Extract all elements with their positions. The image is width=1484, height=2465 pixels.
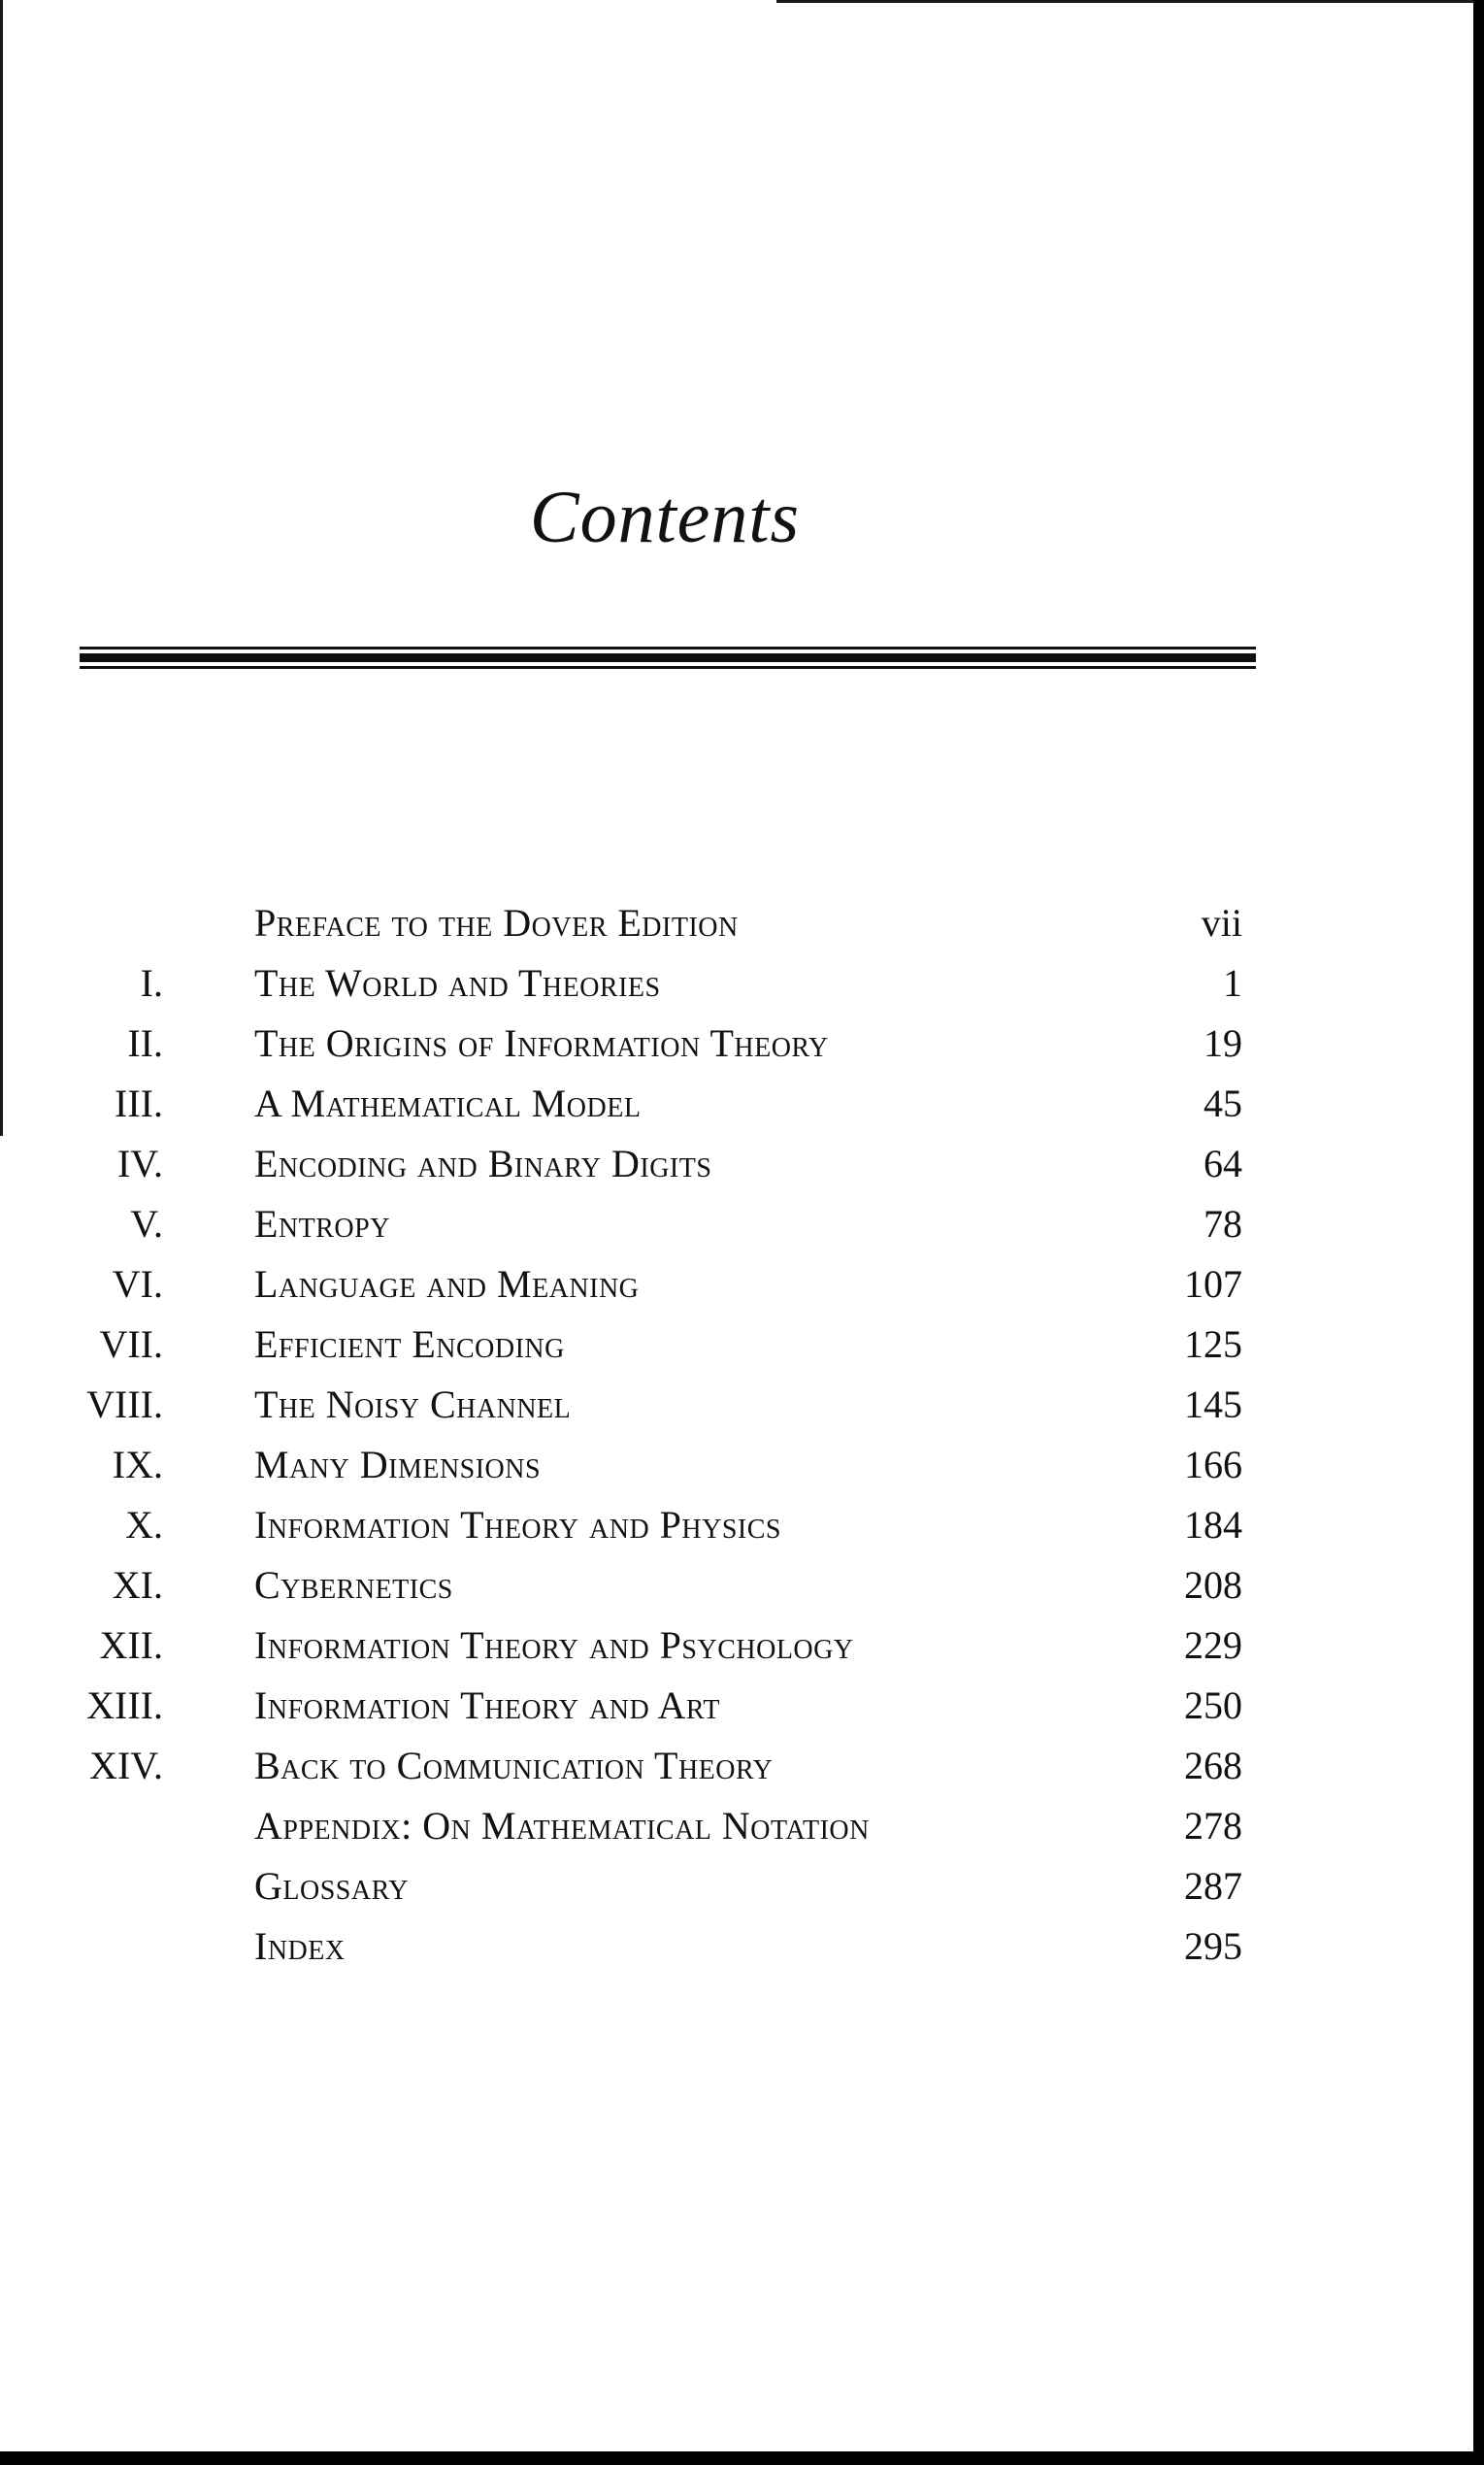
- toc-entry-number: XII.: [99, 1623, 163, 1667]
- toc-entry-index: [0, 1916, 1473, 1977]
- toc-entry-page: 250: [1184, 1683, 1242, 1727]
- toc-entry-number: III.: [115, 1082, 163, 1125]
- toc-entry-chapter-3: [0, 1074, 1473, 1134]
- toc-entry-page: 295: [1184, 1924, 1242, 1968]
- toc-entry-number: IV.: [116, 1142, 163, 1185]
- toc-entry-chapter-5: [0, 1194, 1473, 1254]
- toc-entry-number: I.: [140, 961, 163, 1005]
- toc-entry-page: 125: [1184, 1322, 1242, 1366]
- title-rule: [80, 647, 1256, 676]
- toc-entry-title: Language and Meaning: [254, 1262, 640, 1306]
- toc-entry-chapter-9: [0, 1435, 1473, 1495]
- toc-entry-chapter-2: [0, 1014, 1473, 1074]
- toc-entry-title: The Noisy Channel: [254, 1382, 572, 1426]
- toc-entry-title: Efficient Encoding: [254, 1322, 565, 1366]
- toc-entry-appendix: [0, 1796, 1473, 1856]
- toc-entry-title: Information Theory and Art: [254, 1683, 720, 1727]
- toc-entry-title: A Mathematical Model: [254, 1082, 642, 1125]
- scan-border-top: [776, 0, 1473, 3]
- toc-entry-chapter-14: [0, 1736, 1473, 1796]
- toc-entry-page: vii: [1201, 901, 1242, 945]
- toc-entry-number: XIII.: [86, 1683, 163, 1727]
- toc-entry-chapter-8: [0, 1375, 1473, 1435]
- toc-entry-title: Preface to the Dover Edition: [254, 901, 739, 945]
- toc-entry-number: VI.: [112, 1262, 163, 1306]
- toc-entry-chapter-4: [0, 1134, 1473, 1194]
- toc-entry-glossary: [0, 1856, 1473, 1916]
- toc-entry-chapter-7: [0, 1315, 1473, 1375]
- toc-entry-chapter-1: [0, 953, 1473, 1014]
- toc-entry-title: Appendix: On Mathematical Notation: [254, 1804, 870, 1848]
- toc-entry-title: The World and Theories: [254, 961, 661, 1005]
- toc-entry-chapter-10: [0, 1495, 1473, 1555]
- toc-entry-number: X.: [125, 1503, 163, 1547]
- toc-entry-title: Glossary: [254, 1864, 409, 1908]
- toc-entry-number: XI.: [112, 1563, 163, 1607]
- toc-entry-preface: [0, 893, 1473, 953]
- toc-entry-title: Back to Communication Theory: [254, 1744, 774, 1787]
- toc-entry-number: IX.: [112, 1443, 163, 1486]
- toc-entry-page: 268: [1184, 1744, 1242, 1787]
- toc-entry-page: 278: [1184, 1804, 1242, 1848]
- toc-entry-number: V.: [130, 1202, 163, 1246]
- toc-entry-number: VIII.: [86, 1382, 163, 1426]
- toc-entry-title: Index: [254, 1924, 346, 1968]
- toc-entry-page: 19: [1204, 1021, 1242, 1065]
- toc-entry-title: Information Theory and Physics: [254, 1503, 781, 1547]
- toc-entry-chapter-13: [0, 1676, 1473, 1736]
- toc-entry-page: 166: [1184, 1443, 1242, 1486]
- toc-entry-chapter-12: [0, 1616, 1473, 1676]
- toc-entry-page: 1: [1223, 961, 1242, 1005]
- toc-entry-number: XIV.: [89, 1744, 163, 1787]
- toc-entry-title: Encoding and Binary Digits: [254, 1142, 712, 1185]
- toc-entry-title: Cybernetics: [254, 1563, 453, 1607]
- toc-entry-page: 64: [1204, 1142, 1242, 1185]
- page-title: Contents: [529, 477, 801, 558]
- toc-entry-chapter-6: [0, 1254, 1473, 1315]
- toc-entry-page: 208: [1184, 1563, 1242, 1607]
- toc-entry-page: 145: [1184, 1382, 1242, 1426]
- toc-entry-page: 78: [1204, 1202, 1242, 1246]
- toc-entry-title: Entropy: [254, 1202, 390, 1246]
- toc-entry-page: 184: [1184, 1503, 1242, 1547]
- toc-entry-number: VII.: [99, 1322, 163, 1366]
- toc-entry-title: The Origins of Information Theory: [254, 1021, 829, 1065]
- toc-entry-number: II.: [127, 1021, 163, 1065]
- toc-entry-page: 229: [1184, 1623, 1242, 1667]
- toc-entry-title: Information Theory and Psychology: [254, 1623, 854, 1667]
- toc-entry-page: 107: [1184, 1262, 1242, 1306]
- toc-entry-title: Many Dimensions: [254, 1443, 542, 1486]
- toc-entry-page: 45: [1204, 1082, 1242, 1125]
- toc-entry-page: 287: [1184, 1864, 1242, 1908]
- toc-entry-chapter-11: [0, 1555, 1473, 1616]
